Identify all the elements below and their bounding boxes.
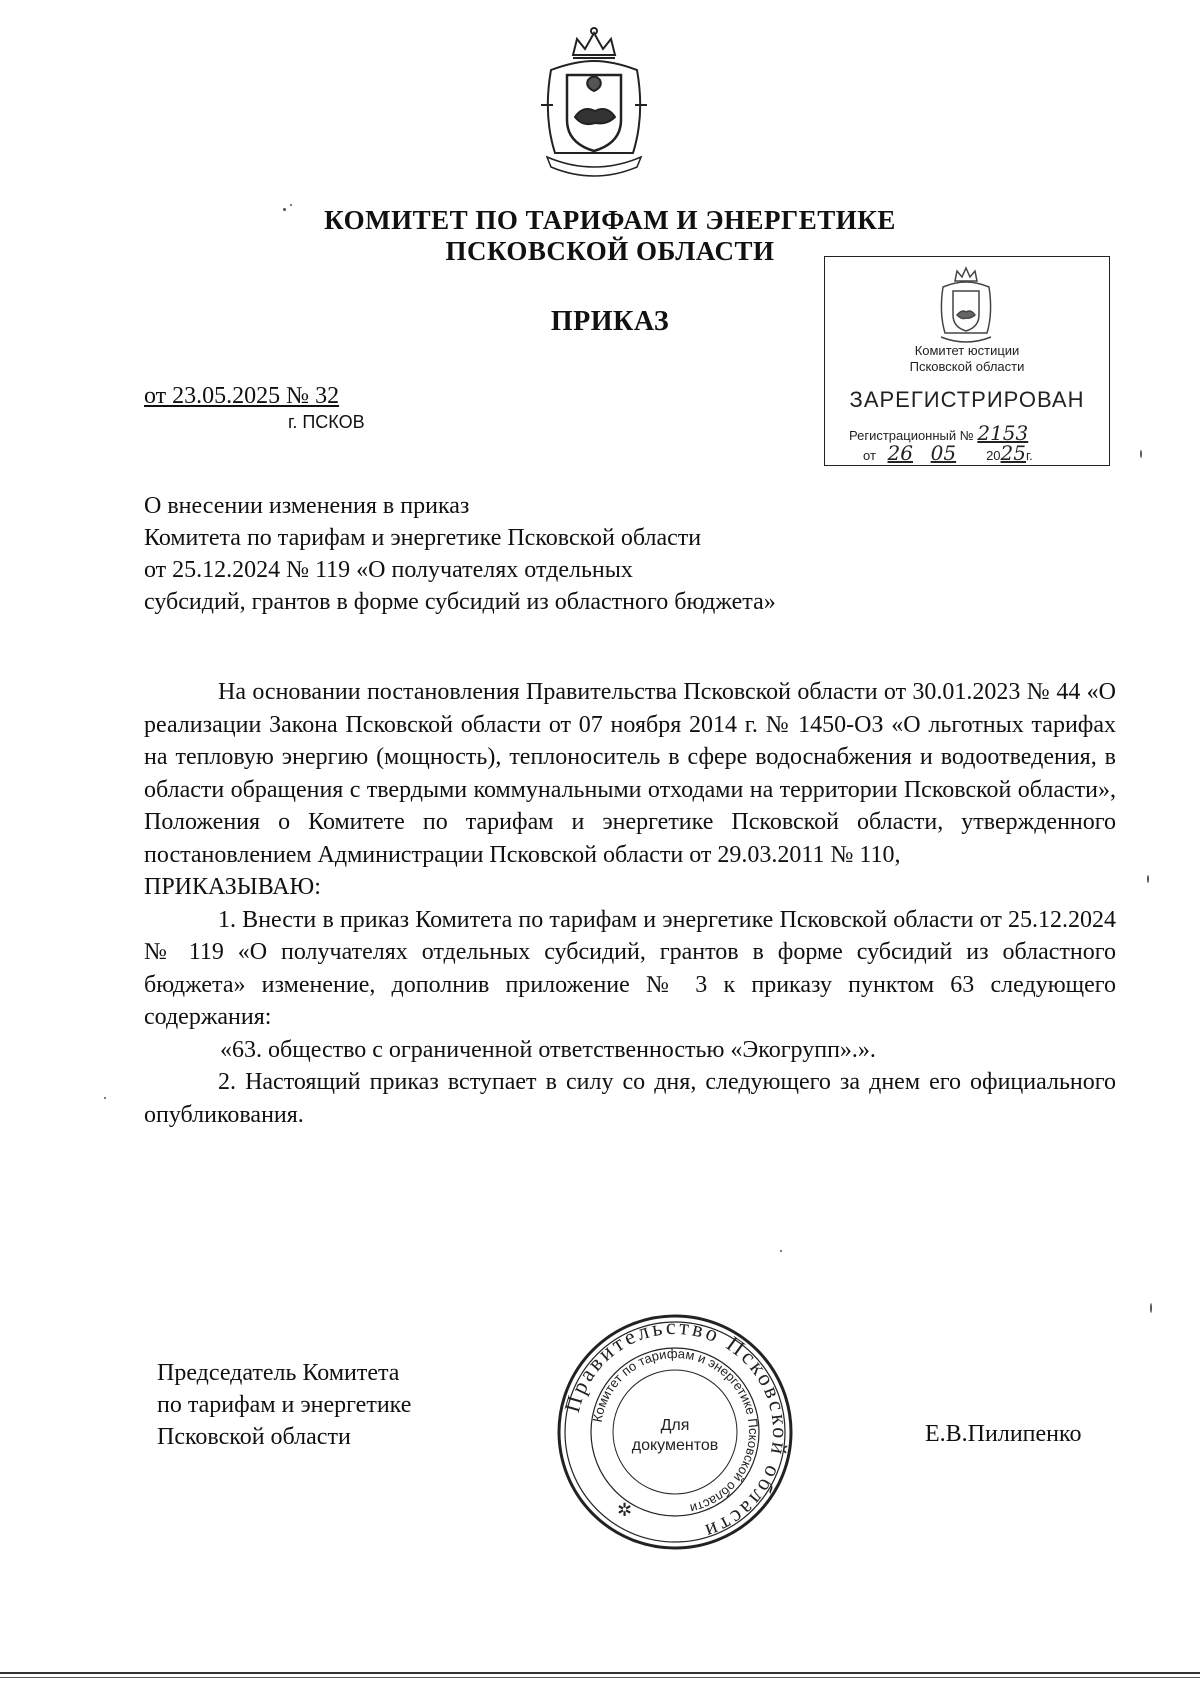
subject-line: субсидий, грантов в форме субсидий из областного бюджета» xyxy=(144,589,776,615)
bottom-scan-border xyxy=(0,1677,1200,1678)
position-line: Псковской области xyxy=(157,1424,351,1450)
stamp-emblem-icon xyxy=(935,265,997,345)
stamp-date-suffix: г. xyxy=(1025,448,1033,463)
registration-stamp xyxy=(824,256,1110,466)
official-round-seal xyxy=(555,1312,795,1552)
scan-speck xyxy=(290,204,292,206)
committee-title-line1: КОМИТЕТ ПО ТАРИФАМ И ЭНЕРГЕТИКЕ xyxy=(324,205,896,235)
bottom-scan-border xyxy=(0,1672,1200,1674)
subject-line: О внесении изменения в приказ xyxy=(144,493,470,519)
scan-speck xyxy=(104,1097,106,1099)
order-body xyxy=(144,676,1116,1131)
stamp-status: ЗАРЕГИСТРИРОВАН xyxy=(849,387,1085,412)
order-city: г. ПСКОВ xyxy=(288,412,365,432)
order-item-2: 2. Настоящий приказ вступает в силу со дня, следующего за днем его официального опубликования. xyxy=(144,1069,1116,1128)
stamp-number-value: 2153 xyxy=(977,421,1029,445)
stamp-org-line1: Комитет юстиции xyxy=(914,343,1020,358)
coat-of-arms-emblem xyxy=(533,25,655,177)
subject-line: от 25.12.2024 № 119 «О получателях отдельных xyxy=(144,557,633,583)
seal-center-line1: Для xyxy=(660,1417,690,1434)
order-item-1-quote: «63. общество с ограниченной ответственностью «Экогрупп».». xyxy=(220,1036,876,1063)
scan-speck xyxy=(1150,1303,1152,1313)
seal-center-line2: документов xyxy=(631,1437,719,1454)
committee-title-line2: ПСКОВСКОЙ ОБЛАСТИ xyxy=(445,236,775,266)
stamp-date-month: 05 xyxy=(930,441,957,465)
seal-inner-text: Комитет по тарифам и энергетике Псковской области xyxy=(589,1345,762,1517)
subject-line: Комитета по тарифам и энергетике Псковской области xyxy=(144,525,702,551)
order-date-number: от 23.05.2025 № 32 xyxy=(144,383,340,409)
stamp-date-year-suffix: 25 xyxy=(1000,441,1026,465)
preamble-paragraph: На основании постановления Правительства Псковской области от 30.01.2023 № 44 «О реализации Закона Псковской области от 07 ноября 2014 г. № 1450-ОЗ «О льготных тарифах на тепловую энергию (мощность), теплоноситель в сфере водоснабжения и водоотведения, в области обращения с твердыми коммунальными отходами на территории Псковской области», Положения о Комитете по тарифам и энергетике Псковской области, утвержденного постановлением Администрации Псковской области от 29.03.2011 № 110, xyxy=(144,679,1116,868)
position-line: по тарифам и энергетике xyxy=(157,1392,412,1418)
order-word: ПРИКАЗЫВАЮ: xyxy=(144,874,321,900)
document-type-heading: ПРИКАЗ xyxy=(550,306,670,337)
stamp-date-year-prefix: 20 xyxy=(986,448,1001,463)
scan-speck xyxy=(780,1250,782,1252)
scan-speck xyxy=(283,208,286,211)
order-item-1: 1. Внести в приказ Комитета по тарифам и энергетике Псковской области от 25.12.2024 № 119 «О получателях отдельных субсидий, грантов в форме субсидий из областного бюджета» изменение, дополнив приложение № 3 к приказу пунктом 63 следующего содержания: xyxy=(144,906,1116,1030)
stamp-number-label: Регистрационный № xyxy=(849,428,974,443)
seal-outer-text: Правительство Псковской области xyxy=(559,1313,794,1546)
stamp-date-prefix: от xyxy=(863,448,876,463)
stamp-date-day: 26 xyxy=(887,441,913,465)
scan-speck xyxy=(1140,450,1142,458)
stamp-org-line2: Псковской области xyxy=(909,359,1025,374)
order-subject xyxy=(144,490,776,618)
scan-speck xyxy=(1147,875,1149,883)
stamp-registration-date xyxy=(863,441,1033,465)
signatory-position xyxy=(157,1357,411,1453)
signatory-name: Е.В.Пилипенко xyxy=(925,1421,1082,1447)
position-line: Председатель Комитета xyxy=(157,1360,400,1386)
seal-star-icon: ✲ xyxy=(617,1500,633,1521)
